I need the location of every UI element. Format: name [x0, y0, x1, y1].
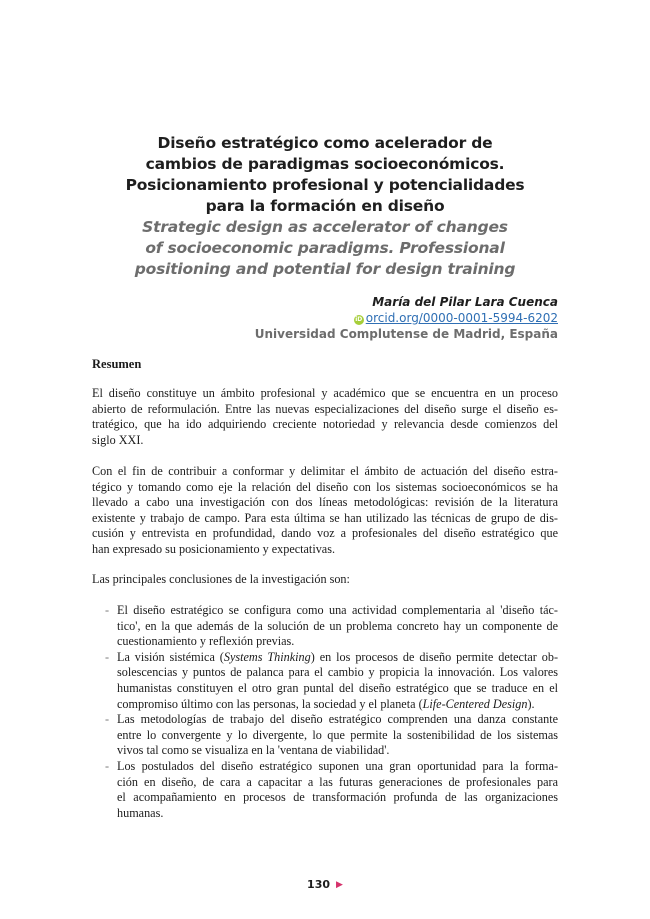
list-item — [92, 712, 558, 759]
title-en-line: positioning and potential for design training — [134, 260, 516, 278]
list-line: El diseño estratégico se configura como una actividad complementaria al 'diseño tác- — [117, 603, 558, 617]
emphasis-term: Life-Centered Design — [422, 696, 528, 711]
list-line: Las metodologías de trabajo del diseño estratégico comprenden una danza constante — [117, 712, 558, 727]
list-item — [92, 650, 558, 712]
title-spanish — [0, 133, 650, 217]
author-block — [255, 294, 558, 342]
page-arrow-icon: ▶ — [336, 880, 343, 890]
title-en-line: Strategic design as accelerator of changes — [142, 218, 508, 236]
abstract-paragraph — [92, 386, 558, 448]
list-line: entre lo convergente y lo divergente, lo que permite la sostenibilidad de los sistemas — [117, 727, 558, 742]
emphasis-term: Systems Thinking — [223, 649, 311, 664]
title-es-line: Diseño estratégico como acelerador de — [157, 134, 493, 152]
list-line: humanas. — [117, 805, 164, 820]
list-dash: - — [105, 712, 110, 727]
list-line: compromiso último con las personas, la sociedad y el planeta (Life-Centered Design). — [117, 696, 535, 711]
title-en-line: of socioeconomic paradigms. Professional — [145, 239, 505, 257]
paragraph-line: abierto de reformulación. Entre las nuevas especializaciones del diseño surge el diseño es- — [92, 401, 558, 416]
paragraph-line: tratégico, que ha ido adquiriendo creciente notoriedad y relevancia desde comienzos del — [92, 417, 558, 432]
list-line: cuestionamiento y reflexión previas. — [117, 634, 295, 649]
paragraph-line: El diseño constituye un ámbito profesional y académico que se encuentra en un proceso — [92, 386, 558, 400]
list-line: el acompañamiento en procesos de transformación profunda de las organizaciones — [117, 790, 558, 805]
title-english — [0, 217, 650, 280]
abstract-heading: Resumen — [92, 357, 142, 371]
paragraph-line: Con el fin de contribuir a conformar y delimitar el ámbito de actuación del diseño estra- — [92, 464, 558, 478]
paragraph-line: Las principales conclusiones de la investigación son: — [92, 572, 350, 586]
paragraph-line: cusión y entrevista en profundidad, dando voz a profesionales del diseño estratégico que — [92, 526, 558, 541]
list-line: humanistas constituyen el otro gran puntal del diseño estratégico que se traduce en el — [117, 680, 558, 695]
paragraph-line: han expresado su posicionamiento y expectativas. — [92, 541, 336, 556]
title-es-line: Posicionamiento profesional y potencialidades — [125, 176, 525, 194]
list-dash: - — [105, 758, 110, 773]
list-item — [92, 603, 558, 650]
list-line: ción en diseño, de cara a capacitar a las futuras generaciones de profesionales para — [117, 774, 558, 789]
abstract-paragraph — [92, 464, 558, 558]
author-name: María del Pilar Lara Cuenca — [372, 295, 558, 309]
paragraph-line: siglo XXI. — [92, 432, 144, 447]
abstract-paragraph — [92, 572, 558, 588]
list-line: Los postulados del diseño estratégico suponen una gran oportunidad para la forma- — [117, 758, 558, 773]
list-dash: - — [105, 603, 110, 617]
page-number: 130 — [307, 878, 331, 891]
list-line: vivos tal como se visualiza en la 'ventana de viabilidad'. — [117, 743, 390, 758]
list-line: solescencias y puntos de palanca para el cambio y propicia la innovación. Los valores — [117, 665, 558, 680]
orcid-link[interactable]: orcid.org/0000-0001-5994-6202 — [365, 311, 558, 325]
paragraph-line: tégico y tomando como eje la relación del diseño con los sistemas socioeconómicos se ha — [92, 479, 558, 494]
list-line: La visión sistémica (Systems Thinking) en los procesos de diseño permite detectar ob- — [117, 649, 558, 664]
title-es-line: cambios de paradigmas socioeconómicos. — [145, 155, 505, 173]
orcid-line — [255, 310, 558, 326]
list-line: tico', en la que además de la solución de un problema concreto hay un componente de — [117, 618, 558, 633]
list-item — [92, 759, 558, 821]
paragraph-line: existente y trabajo de campo. Para esta última se han utilizado las técnicas de grupo de dis- — [92, 510, 558, 525]
list-dash: - — [105, 649, 110, 664]
paragraph-line: llevado a cabo una investigación con dos líneas metodológicas: revisión de la literatura — [92, 495, 558, 510]
author-affiliation: Universidad Complutense de Madrid, España — [254, 327, 558, 341]
conclusions-list — [92, 603, 558, 821]
title-es-line: para la formación en diseño — [205, 197, 445, 215]
orcid-icon: iD — [355, 316, 363, 323]
page-footer — [0, 878, 650, 891]
